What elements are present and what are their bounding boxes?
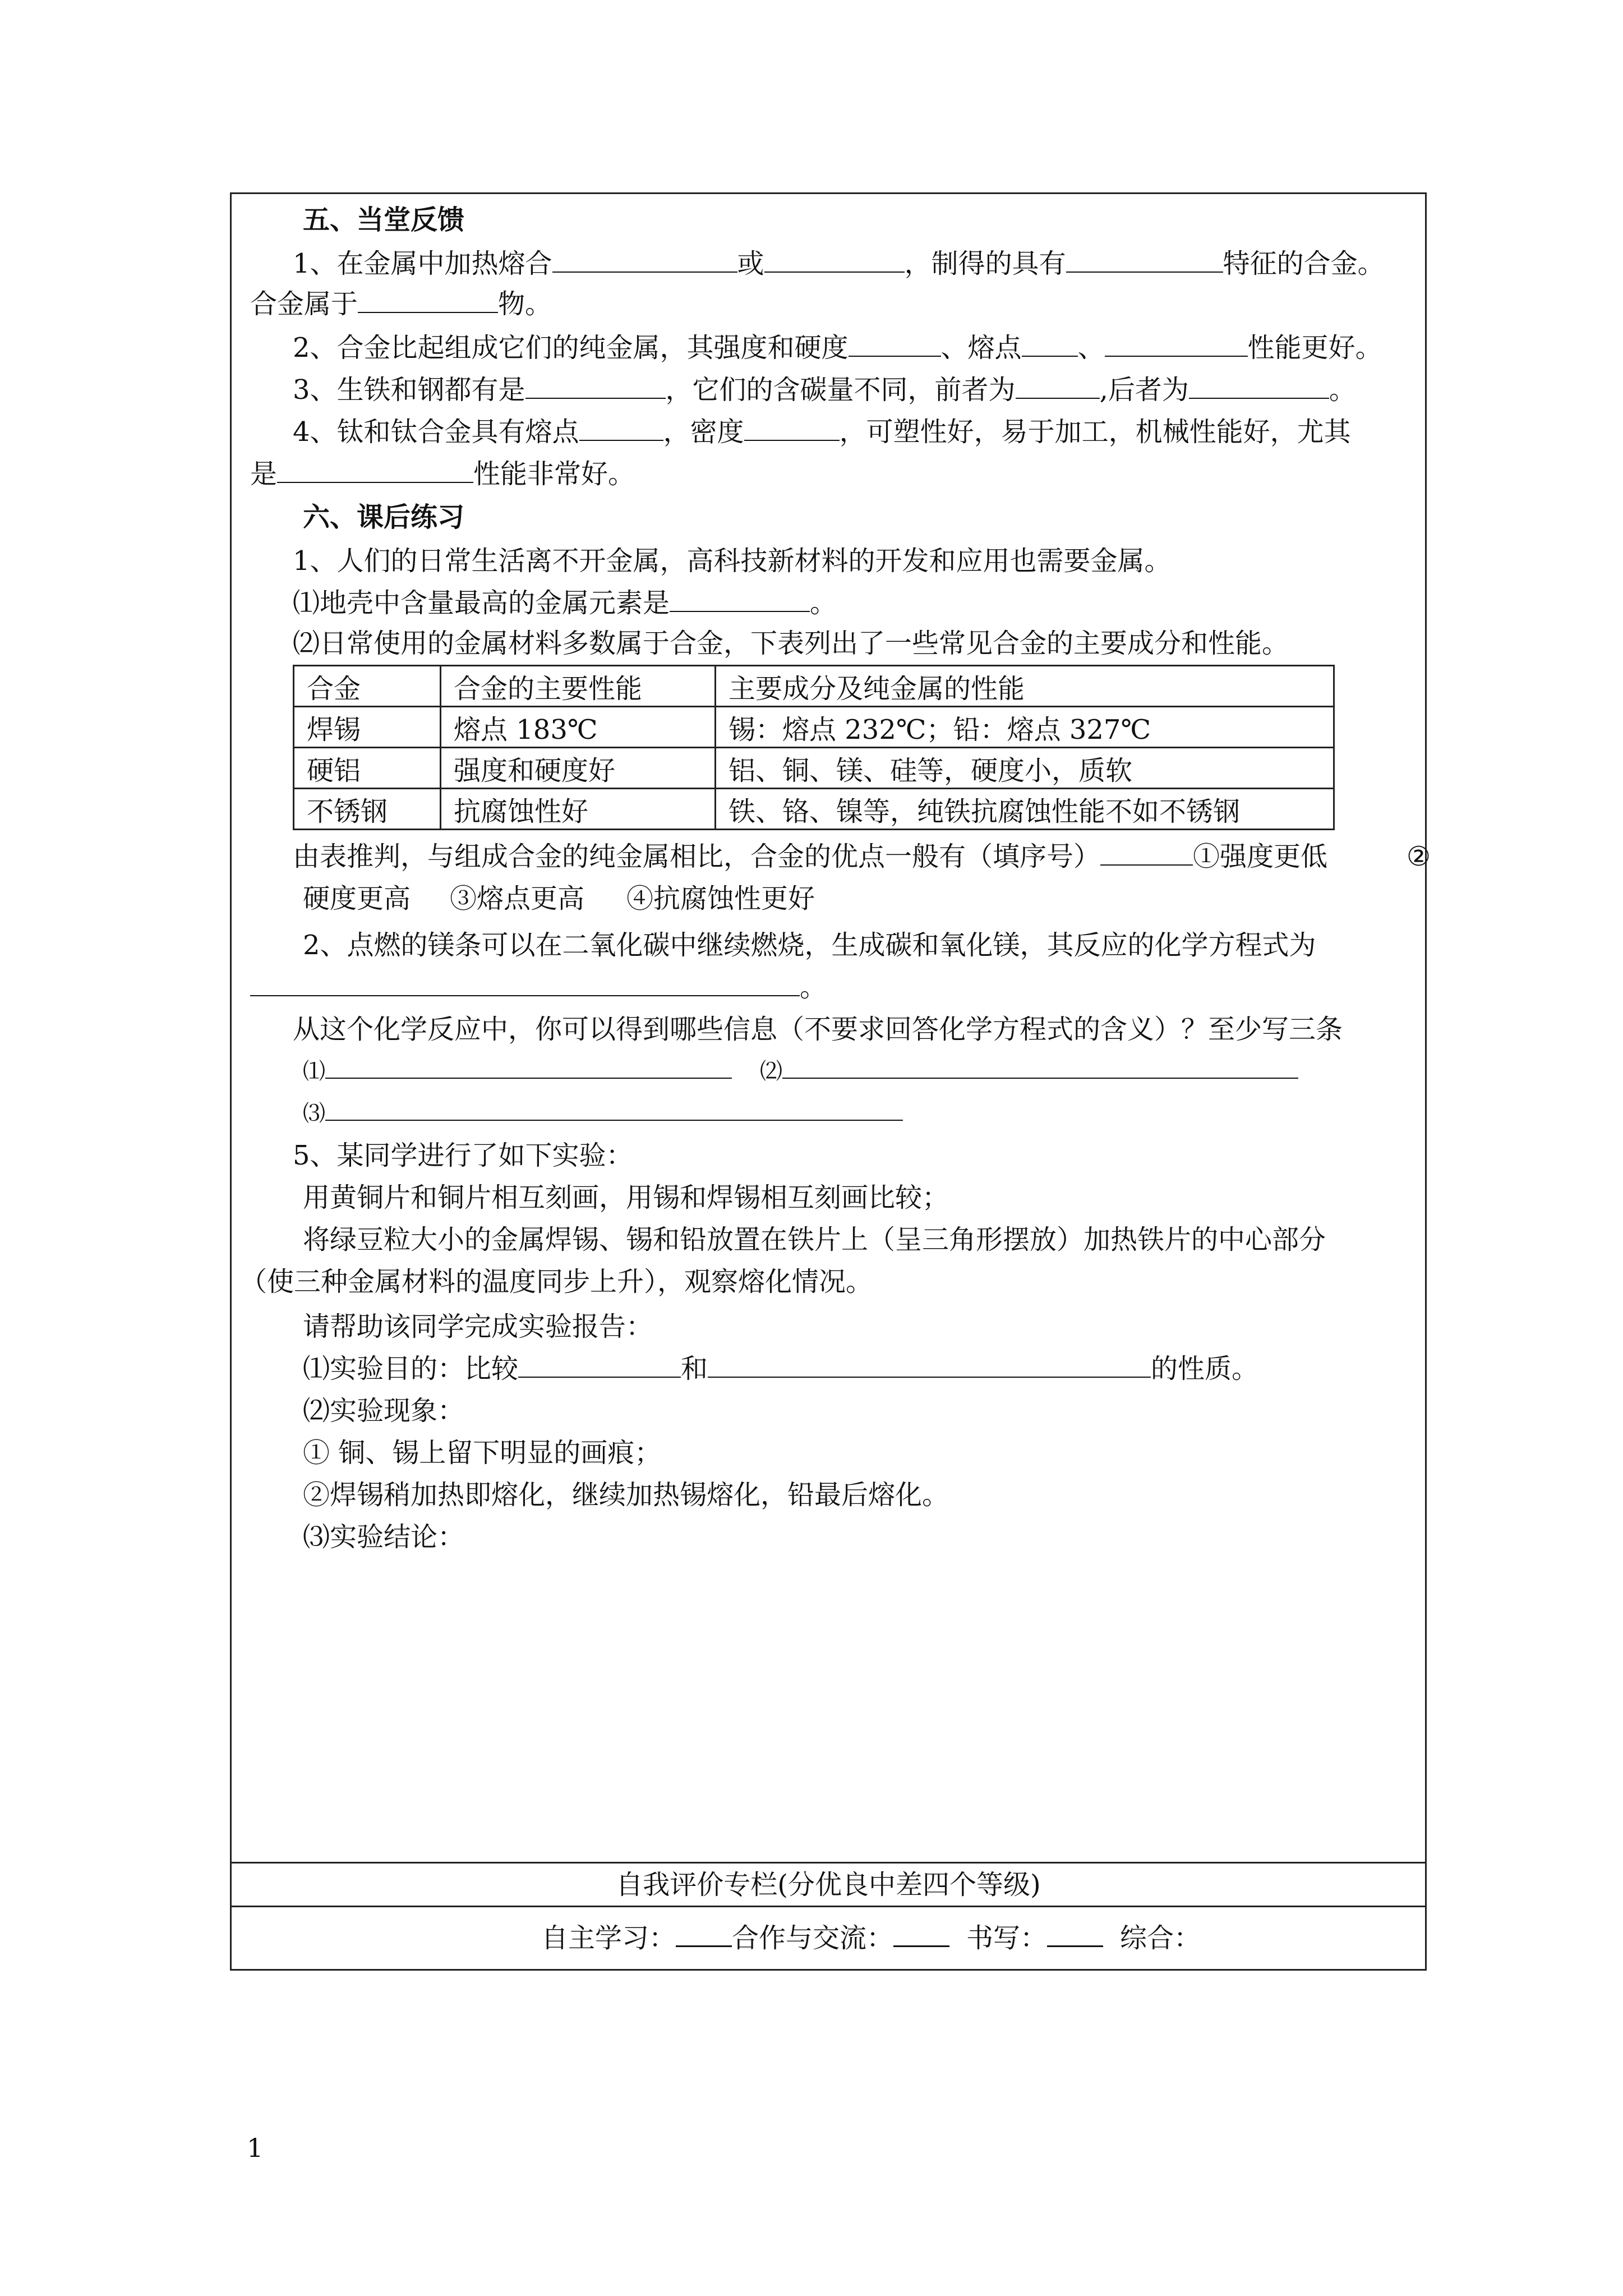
self-evaluation-title: 自我评价专栏(分优良中差四个等级) [616,1869,1041,1901]
infer-line [293,840,1327,873]
table-cell: 铁、铬、镍等，纯铁抗腐蚀性能不如不锈钢 [716,789,1334,830]
infer-option-4: ④抗腐蚀性更好 [626,883,815,914]
info-line-1 [303,1055,1298,1088]
q2-text-c: 、 [1077,332,1105,364]
s6-p5-g: ① 铜、锡上留下明显的画痕； [303,1437,662,1469]
q2-blank-3[interactable] [1105,331,1248,357]
table-cell: 锡：熔点 232℃；铅：熔点 327℃ [716,707,1334,748]
table-row [294,707,1334,748]
table-cell: 抗腐蚀性好 [441,789,716,830]
infer-line-2 [303,882,815,915]
purpose-text-a: ⑴实验目的：比较 [303,1353,519,1384]
q3-text-d: 。 [1329,374,1356,406]
info-line-3 [303,1097,903,1130]
q2-text-b: 、熔点 [940,332,1022,364]
s6-p1-2: ⑵日常使用的金属材料多数属于合金，下表列出了一些常见合金的主要成分和性能。 [293,628,1289,659]
q3-text-c: ,后者为 [1099,374,1189,406]
q4-blank-3[interactable] [277,457,473,483]
q4-line-2 [250,457,635,491]
eval-label-writing: 书写： [966,1922,1048,1954]
footer-divider-top [232,1862,1425,1864]
table-cell: 焊锡 [294,707,441,748]
eval-label-overall: 综合： [1120,1922,1201,1954]
q1-blank-1[interactable] [552,247,737,273]
table-row [294,748,1334,789]
s6-p5-i: ⑶实验结论： [303,1521,465,1553]
info-label-2: ⑵ [760,1059,782,1084]
q2-text-d: 性能更好。 [1247,332,1382,364]
q2-text-a: 2、合金比起组成它们的纯金属，其强度和硬度 [293,332,849,364]
purpose-blank-1[interactable] [518,1352,681,1378]
s6-p2-info: 从这个化学反应中，你可以得到哪些信息（不要求回答化学方程式的含义）？至少写三条 [293,1014,1343,1045]
s6-p5-f: ⑵实验现象： [303,1395,465,1427]
infer-option-2: 硬度更高 [303,883,411,914]
q1-text-a: 1、在金属中加热熔合 [293,248,552,279]
s6-p1-1 [293,586,837,620]
page-number: 1 [247,2133,264,2163]
table-cell: 不锈钢 [294,789,441,830]
eval-label-self-study: 自主学习： [541,1922,676,1954]
s6-p1-1-text: ⑴地壳中含量最高的金属元素是 [293,587,670,619]
table-header-row [294,666,1334,707]
q4-text-d: 是 [250,458,278,490]
q4-line [293,415,1351,449]
eval-blank-cooperation[interactable] [893,1921,949,1947]
table-header-cell: 主要成分及纯金属的性能 [716,666,1334,707]
s6-p5-d: 请帮助该同学完成实验报告： [303,1311,653,1342]
q3-blank-2[interactable] [1016,373,1100,399]
info-blank-2[interactable] [782,1056,1298,1079]
table-header-cell: 合金 [294,666,441,707]
q1-text-d: 特征的合金。 [1223,248,1385,279]
s6-p5-c: （使三种金属材料的温度同步上升），观察熔化情况。 [240,1266,873,1297]
s6-p5-e [303,1352,1258,1386]
q4-blank-2[interactable] [744,415,840,441]
q3-line [293,373,1356,407]
eval-blank-self-study[interactable] [676,1921,732,1947]
s6-p5-a: 用黄铜片和铜片相互刻画，用锡和焊锡相互刻画比较； [303,1182,949,1213]
q1-text-e: 合金属于 [250,288,358,320]
info-label-1: ⑴ [303,1059,325,1084]
s6-p5: 5、某同学进行了如下实验： [293,1140,633,1171]
q1-blank-3[interactable] [1066,247,1223,273]
info-label-3: ⑶ [303,1101,325,1126]
q1-blank-4[interactable] [358,287,498,313]
q4-text-a: 4、钛和钛合金具有熔点 [293,416,579,448]
q1-text-c: ，制得的具有 [904,248,1066,279]
q1-line-2 [250,287,552,321]
q1-line [293,247,1385,280]
q3-text-b: ，它们的含碳量不同，前者为 [665,374,1016,406]
infer-option-3: ③熔点更高 [450,883,585,914]
q4-text-b: ，密度 [663,416,744,448]
equation-blank[interactable] [250,970,800,996]
purpose-blank-2[interactable] [708,1352,1151,1378]
q1-blank-2[interactable] [764,247,905,273]
q2-line [293,331,1382,365]
infer-text: 由表推判，与组成合金的纯金属相比，合金的优点一般有（填序号） [293,841,1101,872]
eval-blank-writing[interactable] [1047,1921,1103,1947]
infer-option-1: ①强度更低 [1193,841,1328,872]
table-cell: 硬铝 [294,748,441,789]
purpose-text-b: 和 [681,1353,708,1384]
table-cell: 熔点 183℃ [441,707,716,748]
q1-text-f: 物。 [498,288,552,320]
table-cell: 强度和硬度好 [441,748,716,789]
q4-text-e: 性能非常好。 [473,458,635,490]
self-evaluation-row [541,1921,1201,1955]
table-cell: 铝、铜、镁、硅等，硬度小，质软 [716,748,1334,789]
equation-end: 。 [800,972,827,1003]
alloy-table [293,665,1335,830]
q2-blank-1[interactable] [849,331,941,357]
s6-p5-b: 将绿豆粒大小的金属焊锡、锡和铅放置在铁片上（呈三角形摆放）加热铁片的中心部分 [303,1224,1326,1255]
s6-p1-1-blank[interactable] [670,586,810,612]
s6-p1: 1、人们的日常生活离不开金属，高科技新材料的开发和应用也需要金属。 [293,545,1172,577]
q3-blank-3[interactable] [1189,373,1329,399]
section-6-title: 六、课后练习 [303,501,465,533]
q3-blank-1[interactable] [525,373,666,399]
info-blank-1[interactable] [325,1056,732,1079]
infer-blank[interactable] [1100,840,1193,866]
infer-cutoff: ② [1407,841,1431,872]
q4-text-c: ，可塑性好，易于加工，机械性能好，尤其 [839,416,1351,448]
table-header-cell: 合金的主要性能 [441,666,716,707]
q2-blank-2[interactable] [1022,331,1078,357]
s6-p2: 2、点燃的镁条可以在二氧化碳中继续燃烧，生成碳和氧化镁，其反应的化学方程式为 [303,930,1316,961]
table-row [294,789,1334,830]
s6-p1-1-end: 。 [810,587,837,619]
q3-text-a: 3、生铁和钢都有是 [293,374,525,406]
info-blank-3[interactable] [325,1098,903,1121]
footer-divider-mid [232,1906,1425,1907]
eval-label-cooperation: 合作与交流： [732,1922,894,1954]
purpose-text-c: 的性质。 [1151,1353,1259,1384]
section-5-title: 五、当堂反馈 [303,204,465,236]
equation-line [250,970,827,1004]
s6-p5-h: ②焊锡稍加热即熔化，继续加热锡熔化，铅最后熔化。 [303,1479,949,1511]
q1-text-b: 或 [737,248,764,279]
q4-blank-1[interactable] [579,415,663,441]
